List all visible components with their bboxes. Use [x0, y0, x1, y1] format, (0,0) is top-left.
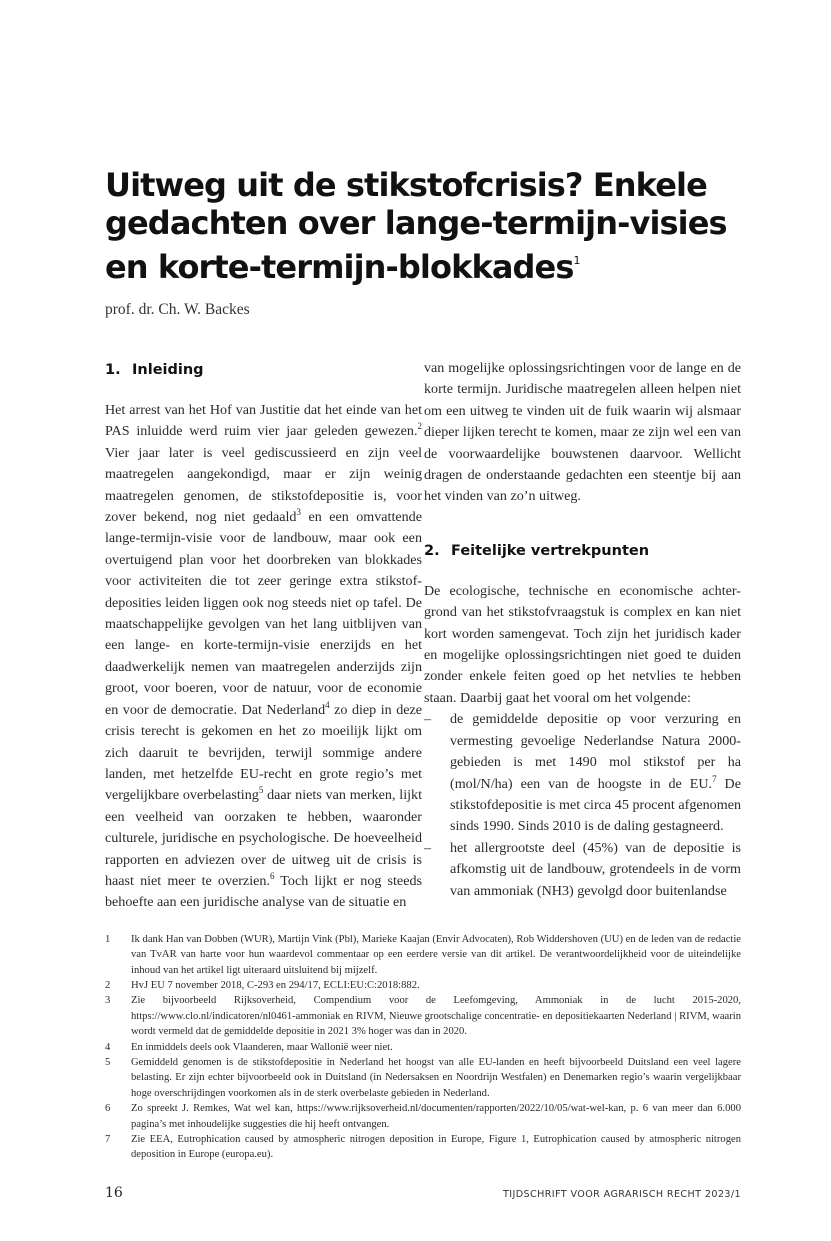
list-item-text-continued: De stikstofdepositie is met circa 45 procent afgenomen sinds 1990. Sinds 2010 is de daling gestagneerd. [450, 775, 741, 835]
dash-bullet: – [424, 839, 432, 856]
facts-list [424, 709, 741, 902]
footnote-ref[interactable]: 6 [269, 870, 275, 881]
page-footer [105, 1185, 741, 1201]
title-footnote-ref[interactable]: 1 [573, 254, 581, 267]
footnote-text: Zie bijvoorbeeld Rijksoverheid, Compendium voor de Leefomgeving, Ammoniak in de lucht 2015-2020, https://www.clo.nl/indicatoren/nl0461-ammoniak en RIVM, Nieuwe grootschalige concentratie- en depositiekaarten Nederland | RIVM, waarin wordt vermeld dat de gemiddelde depositie in 2021 3% hoger was dan in 2020. [131, 995, 741, 1038]
footnote-ref[interactable]: 5 [258, 785, 264, 796]
footnote-ref[interactable]: 4 [325, 699, 330, 710]
footnote-number: 6 [105, 1103, 111, 1115]
footnote-item [105, 1040, 741, 1055]
paragraph-text-continued: van mogelijke oplossingsrichtingen voor de lange en de korte termijn. Juridische maatregelen alleen helpen niet om een uitweg te vinden uit de fuik waarin wij alsmaar dieper lijken terecht te komen, maar ze zijn wel een van de voorwaardelijke bouwstenen daarvoor. Wellicht dragen de onderstaande gedachten een steentje bij aan het vinden van zo’n uitweg. [424, 360, 741, 505]
footnote-number: 1 [105, 933, 111, 945]
list-item-text: het allergrootste deel (45%) van de depositie is afkomstig uit de landbouw, grotendeels in de vorm van ammoniak (NH3) gevolgd door buitenlandse [450, 839, 741, 899]
two-column-body [105, 358, 741, 914]
footnote-ref[interactable]: 7 [712, 773, 717, 784]
footnote-item [105, 993, 741, 1039]
author-byline: prof. dr. Ch. W. Backes [105, 301, 250, 318]
footnote-text: Zo spreekt J. Remkes, Wat wel kan, https://www.rijksoverheid.nl/documenten/rapporten/2022/10/05/wat-wel-kan, p. 6 van meer dan 6.000 pagina’s met inhoudelijke suggesties die hij heeft ontvangen. [131, 1103, 741, 1130]
footnote-text: HvJ EU 7 november 2018, C-293 en 294/17, ECLI:EU:C:2018:882. [131, 979, 420, 991]
paragraph-inleiding-continued [424, 358, 741, 508]
footnote-number: 3 [105, 995, 111, 1007]
left-column [105, 358, 422, 914]
list-item [424, 838, 741, 902]
footnote-number: 2 [105, 979, 111, 991]
footnote-item [105, 1055, 741, 1101]
paragraph-feitelijke-intro: De ecologische, technische en economische achter-grond van het stikstofvraagstuk is complex en kan niet kort worden samengevat. Toch zijn het juridisch kader en mogelijke oplossingsrichtingen niet goed te duiden zonder enkele feiten goed op het netvlies te hebben staan. Daarbij gaat het vooral om het volgende: [424, 582, 741, 706]
footnote-text: En inmiddels deels ook Vlaanderen, maar Wallonië weer niet. [131, 1041, 393, 1053]
section-heading-inleiding [105, 358, 422, 382]
paragraph-text: Toch lijkt er nog steeds behoefte aan een juridische analyse van de situatie en [105, 872, 422, 911]
footnote-number: 5 [105, 1057, 111, 1068]
right-column [424, 358, 741, 902]
footnote-text: Zie EEA, Eutrophication caused by atmospheric nitrogen deposition in Europe, Figure 1, Eutrophication caused by atmospheric nitrogen deposition in Europe (europa.eu). [131, 1134, 741, 1161]
footnote-item [105, 932, 741, 978]
article-title-text: Uitweg uit de stikstofcrisis? Enkele gedachten over lange-termijn-visies en korte-termijn-blokkades [105, 166, 727, 286]
footnote-text: Gemiddeld genomen is de stikstofdepositie in Nederland het hoogst van alle EU-landen en heeft bijvoorbeeld Duitsland een veel lagere belasting. Er zijn echter bijvoorbeeld ook in Duitsland (in Nedersaksen en Noordrijn Westfalen) en Denemarken regio’s waarin vergelijkbaar hoge overschrijdingen voorkomen als in de sterk overbelaste gebieden in Nederland. [131, 1057, 741, 1099]
footnote-ref[interactable]: 2 [417, 421, 422, 432]
footnote-ref[interactable]: 3 [296, 507, 301, 518]
section-title: Inleiding [132, 362, 204, 378]
footnote-number: 4 [105, 1041, 111, 1053]
page-number: 16 [105, 1184, 123, 1201]
section-number: 1. [105, 362, 121, 378]
footnote-item [105, 1101, 741, 1132]
section-title: Feitelijke vertrekpunten [451, 542, 650, 559]
footnote-item [105, 1132, 741, 1163]
list-item-text: de gemiddelde depositie op voor verzuring en vermesting gevoelige Nederlandse Natura 2000-gebieden is met 1490 mol stikstof per ha (mol/N/ha) een van de hoogste in de EU. [450, 711, 741, 792]
paragraph-text: daar niets van merken, lijkt een veelheid van oorzaken te hebben, waaronder culturele, juridische en psychologische. De hoeveelheid rapporten en adviezen over de uitweg uit de crisis is haast niet meer te overzien. [105, 787, 422, 889]
article-title [105, 166, 745, 286]
paragraph-inleiding-part1 [105, 400, 422, 914]
paragraph-text: en een omvattende lange-termijn-visie voor de landbouw, maar ook een overtuigend plan voor het doorbreken van blokkades voor activiteiten die tot zeer geringe extra stikstof-deposities leiden liggen ook nog steeds niet op tafel. De maatschappelijke gevolgen van het lang uitblijven van een lange- en korte-termijn-visie enerzijds en het daadwerkelijk nemen van maatregelen anderzijds zijn groot, voor boeren, voor de natuur, voor de economie en voor de democratie. Dat Nederland [105, 509, 422, 718]
footnotes [105, 932, 741, 1163]
paragraph-text: Vier jaar later is veel gediscussieerd en zijn veel maatregelen aangekondigd, maar er zijn weinig maatregelen genomen, de stikstofdepositie is, voor zover bekend, nog niet gedaald [105, 444, 422, 526]
list-item [424, 709, 741, 837]
footnote-item [105, 978, 741, 993]
paragraph-text: Het arrest van het Hof van Justitie dat het einde van het PAS inluidde werd ruim vier jaar geleden gewezen. [105, 402, 422, 440]
footnote-number: 7 [105, 1134, 111, 1146]
footnote-text: Ik dank Han van Dobben (WUR), Martijn Vink (Pbl), Marieke Kaajan (Envir Advocaten), Rob Widdershoven (UU) en de leden van de redactie van TvAR van harte voor hun waardevol commentaar op een eerdere versie van dit artikel. De verantwoordelijkheid voor de uiteindelijke inhoud van het artikel ligt uiteraard uitsluitend bij mijzelf. [131, 933, 741, 976]
journal-name: TIJDSCHRIFT VOOR AGRARISCH RECHT 2023/1 [503, 1188, 741, 1200]
section-heading-feitelijke-vertrekpunten [424, 539, 741, 563]
section-number: 2. [424, 542, 440, 559]
dash-bullet: – [424, 711, 432, 728]
paragraph-text: zo diep in deze crisis terecht is gekomen en het zo moeilijk lijkt om zich daaruit te bevrijden, terwijl sommige andere landen, met hetzelfde EU-recht en grote regio’s met vergelijkbare overbelasting [105, 701, 423, 804]
